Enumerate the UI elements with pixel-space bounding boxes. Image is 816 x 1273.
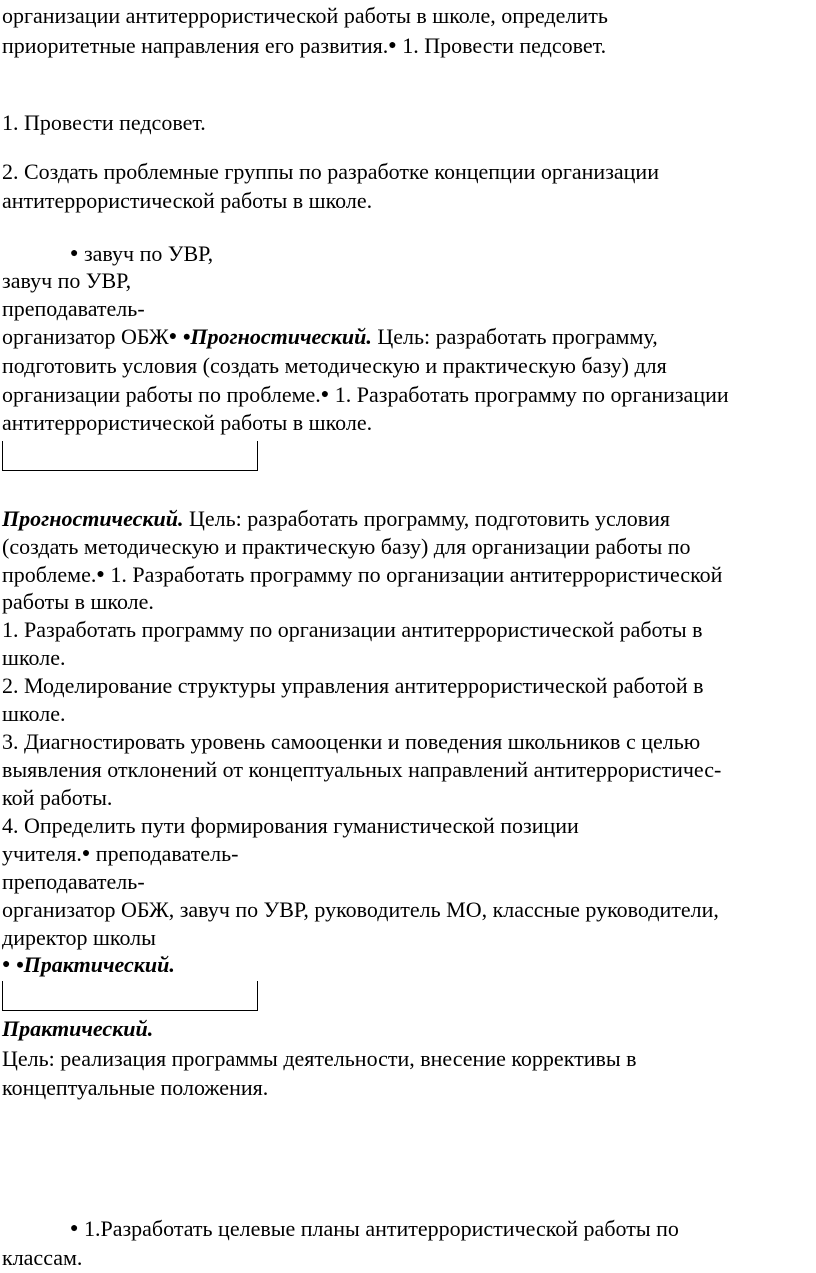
text-fragment: приоритетные направления его развития. [2,33,389,58]
list-item: антитеррористической работы в школе. [2,188,373,213]
text-line: работы в школе. [2,589,154,614]
text-fragment: завуч по УВР, [78,241,214,266]
text-line [2,951,175,983]
list-item: 4. Определить пути формирования гуманистической позиции [2,813,579,838]
bullet-icon: ● [96,567,105,582]
text-fragment: • [177,324,191,349]
list-item: школе. [2,645,66,670]
text-line [2,32,606,64]
list-item [70,1215,679,1247]
empty-box [2,981,258,1011]
bullet-icon: ● [168,329,178,344]
bullet-icon: ● [81,846,91,861]
responsible-line: директор школы [2,925,156,950]
bullet-icon: ● [70,246,79,261]
list-item: 1. Разработать программу по организации антитеррористической работы в [2,617,703,642]
text-line: концептуальные положения. [2,1075,269,1100]
text-fragment: Цель: разработать программу, подготовить условия [183,506,670,531]
text-fragment: преподаватель- [90,841,239,866]
text-fragment: Цель: разработать программу, [371,324,658,349]
bullet-icon: ● [2,957,11,972]
bullet-icon: ● [320,387,330,402]
responsible-line: организатор ОБЖ, завуч по УВР, руководитель МО, классные руководители, [2,897,719,922]
list-item: 2. Создать проблемные группы по разработке концепции организации [2,159,659,184]
responsible-line: завуч по УВР, [2,268,132,293]
text-fragment: • [10,952,24,977]
list-item: выявления отклонений от концептуальных направлений антитеррористичес- [2,757,722,782]
list-item: 3. Диагностировать уровень самооценки и поведения школьников с целью [2,729,701,754]
list-item: классам. [2,1245,83,1270]
list-item: 1. Провести педсовет. [2,110,206,135]
text-fragment: 1. Разработать программу по организации антитеррористической [104,562,723,587]
text-line: антитеррористической работы в школе. [2,410,373,435]
text-line: (создать методическую и практическую базу) для организации работы по [2,534,691,559]
bullet-icon: ● [388,38,397,53]
text-line [2,505,670,533]
stage-title: Прогностический. [2,506,184,531]
list-item: 2. Моделирование структуры управления антитеррористической работой в [2,673,704,698]
text-fragment: проблеме. [2,562,97,587]
responsible-line: преподаватель- [2,296,145,321]
text-fragment: учителя. [2,841,82,866]
text-fragment: 1. Провести педсовет. [396,33,607,58]
responsible-line [2,323,658,355]
text-line: подготовить условия (создать методическую и практическую базу) для [2,353,667,378]
stage-title: Практический. [23,952,175,977]
empty-box [2,441,258,471]
list-item: школе. [2,701,66,726]
stage-title: Прогностический. [190,324,372,349]
text-line: организации антитеррористической работы в школе, определить [2,3,608,28]
stage-title: Практический. [2,1016,154,1041]
text-fragment: организатор ОБЖ [2,324,169,349]
responsible-line: преподаватель- [2,869,145,894]
text-fragment: 1. Разработать программу по организации [329,382,729,407]
text-fragment: организации работы по проблеме. [2,382,321,407]
text-line: Цель: реализация программы деятельности, внесение коррективы в [2,1046,637,1071]
text-fragment: 1.Разработать целевые планы антитеррористической работы по [78,1216,679,1241]
list-item: кой работы. [2,785,113,810]
bullet-icon: ● [70,1221,79,1236]
